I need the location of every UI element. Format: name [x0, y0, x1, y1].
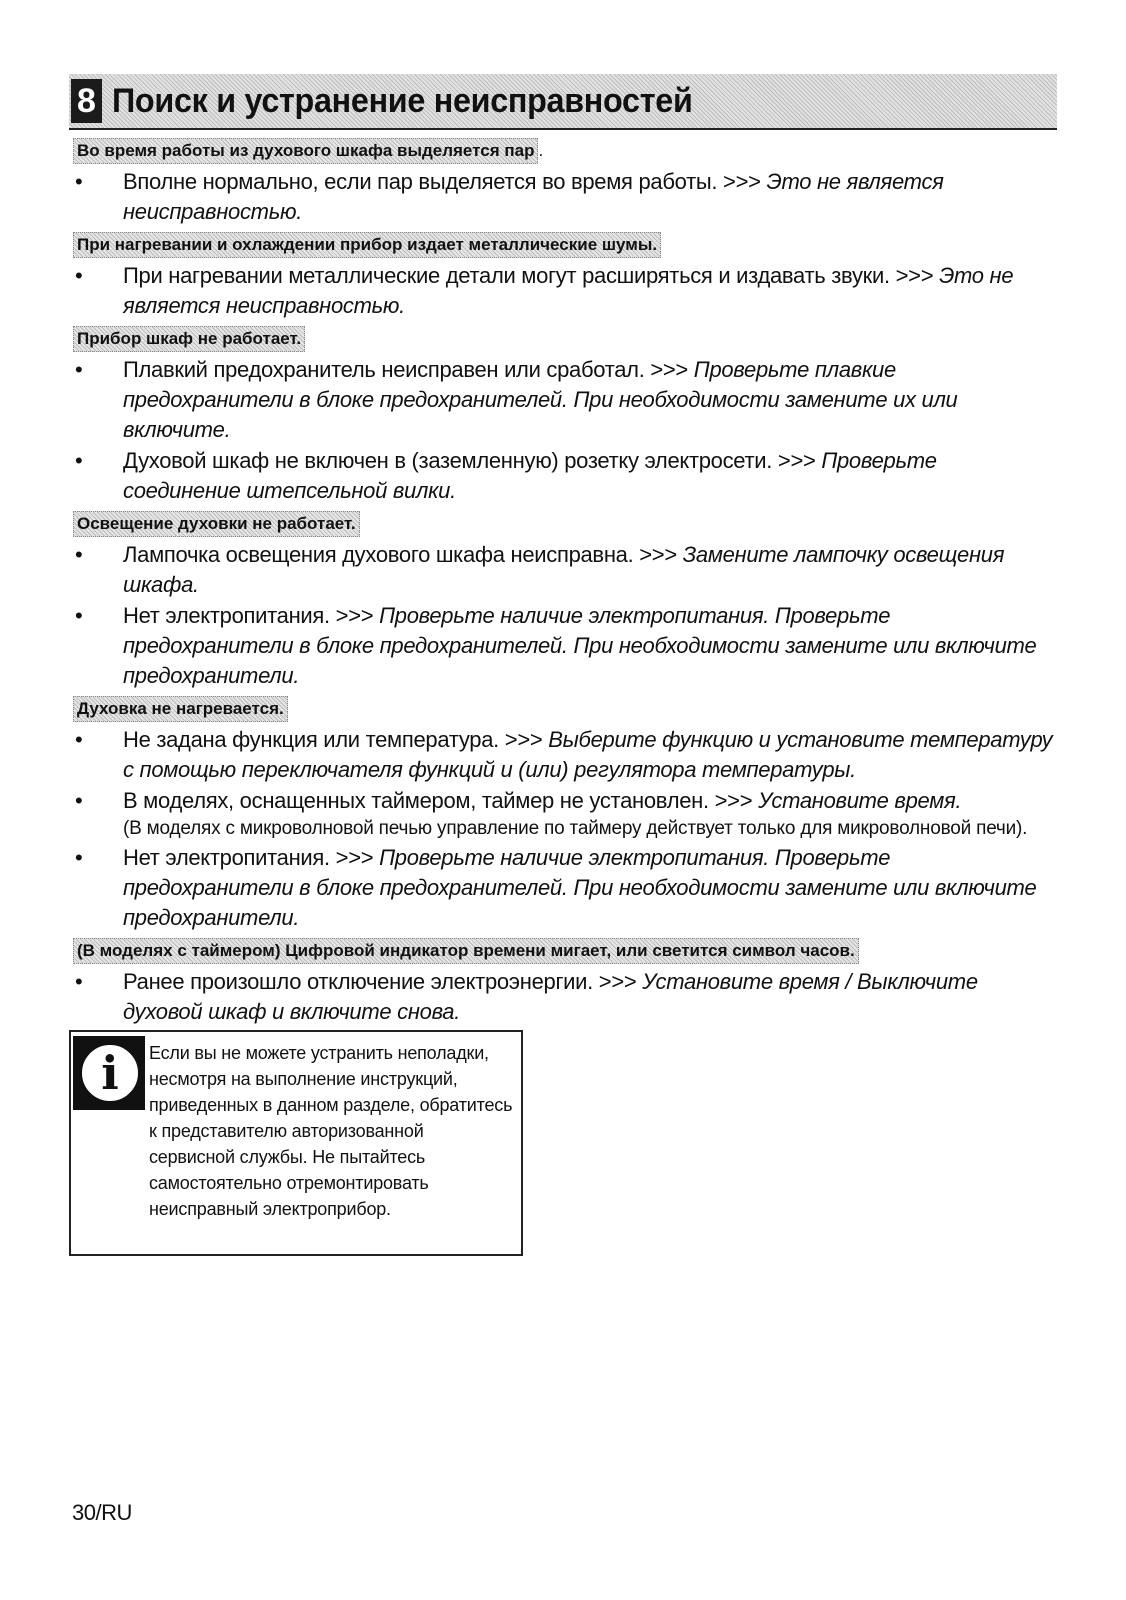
- troubleshooting-content: [73, 134, 1058, 1028]
- cause-text: Нет электропитания. >>>: [123, 845, 380, 870]
- list-item: [73, 967, 1058, 1027]
- bullet-icon: •: [75, 169, 83, 194]
- page-number: 30/RU: [72, 1500, 132, 1525]
- chapter-header: [69, 74, 1057, 130]
- remedy-text: Проверьте наличие электропитания. Проверьте предохранители в блоке предохранителей. При необходимости замените или включите предохранители.: [123, 845, 1037, 930]
- cause-text: При нагревании металлические детали могут расширяться и издавать звуки. >>>: [123, 263, 940, 288]
- cause-text: Духовой шкаф не включен в (заземленную) розетку электросети. >>>: [123, 448, 822, 473]
- remedy-text: Установите время.: [758, 788, 962, 813]
- cause-text: Лампочка освещения духового шкафа неисправна. >>>: [123, 542, 683, 567]
- info-icon: i: [73, 1036, 145, 1110]
- bullet-icon: •: [75, 263, 83, 288]
- section-heading: (В моделях с таймером) Цифровой индикатор времени мигает, или светится символ часов.: [73, 938, 859, 964]
- remedy-text: Выберите функцию и установите температуру с помощью переключателя функций и (или) регулятора температуры.: [123, 727, 1053, 782]
- list-item: [73, 843, 1058, 933]
- bullet-icon: •: [75, 845, 83, 870]
- list-item: [73, 167, 1058, 227]
- section-timer-blink: [73, 934, 1058, 1027]
- section-heading: Освещение духовки не работает.: [73, 511, 360, 537]
- bullet-icon: •: [75, 542, 83, 567]
- remedy-text: Замените лампочку освещения шкафа.: [123, 542, 1005, 597]
- section-heading: Духовка не нагревается.: [73, 696, 288, 722]
- remedy-text: Это не является неисправностью.: [123, 263, 1014, 318]
- cause-text: Нет электропитания. >>>: [123, 603, 380, 628]
- bullet-icon: •: [75, 969, 83, 994]
- cause-text: Вполне нормально, если пар выделяется во время работы. >>>: [123, 169, 767, 194]
- remedy-text: Проверьте плавкие предохранители в блоке предохранителей. При необходимости замените их или включите.: [123, 357, 958, 442]
- list-item: [73, 355, 1058, 445]
- cause-text: Не задана функция или температура. >>>: [123, 727, 549, 752]
- section-heading: При нагревании и охлаждении прибор издает металлические шумы.: [73, 232, 661, 258]
- list-item: [73, 261, 1058, 321]
- list-item: [73, 446, 1058, 506]
- cause-text: Плавкий предохранитель неисправен или сработал. >>>: [123, 357, 694, 382]
- section-heading: Во время работы из духового шкафа выделяется пар: [73, 138, 538, 164]
- bullet-icon: •: [75, 788, 83, 813]
- list-item: [73, 540, 1058, 600]
- section-heading: Прибор шкаф не работает.: [73, 326, 305, 352]
- bullet-icon: •: [75, 357, 83, 382]
- remedy-text: Проверьте соединение штепсельной вилки.: [123, 448, 937, 503]
- list-item: [73, 601, 1058, 691]
- list-item: [73, 786, 1058, 842]
- bullet-icon: •: [75, 603, 83, 628]
- section-light: [73, 507, 1058, 691]
- info-text: Если вы не можете устранить неполадки, несмотря на выполнение инструкций, приведенных в данном разделе, обратитесь к представителю авторизованной сервисной службы. Не пытайтесь самостоятельно отремонтировать неисправный электроприбор.: [149, 1043, 513, 1219]
- section-not-working: [73, 322, 1058, 506]
- note-text: (В моделях с микроволновой печью управление по таймеру действует только для микроволновой печи).: [123, 818, 1028, 839]
- bullet-icon: •: [75, 448, 83, 473]
- chapter-title: Поиск и устранение неисправностей: [111, 81, 693, 120]
- section-no-heat: [73, 692, 1058, 933]
- section-heading-suffix: .: [538, 141, 544, 160]
- cause-text: Ранее произошло отключение электроэнергии. >>>: [123, 969, 643, 994]
- bullet-icon: •: [75, 727, 83, 752]
- info-notice-box: [69, 1030, 523, 1256]
- chapter-number: 8: [71, 79, 102, 123]
- remedy-text: Установите время / Выключите духовой шкаф и включите снова.: [123, 969, 978, 1024]
- remedy-text: Это не является неисправностью.: [123, 169, 944, 224]
- section-steam: [73, 134, 1058, 227]
- list-item: [73, 725, 1058, 785]
- section-metal-noise: [73, 228, 1058, 321]
- remedy-text: Проверьте наличие электропитания. Проверьте предохранители в блоке предохранителей. При необходимости замените или включите предохранители.: [123, 603, 1037, 688]
- cause-text: В моделях, оснащенных таймером, таймер не установлен. >>>: [123, 788, 759, 813]
